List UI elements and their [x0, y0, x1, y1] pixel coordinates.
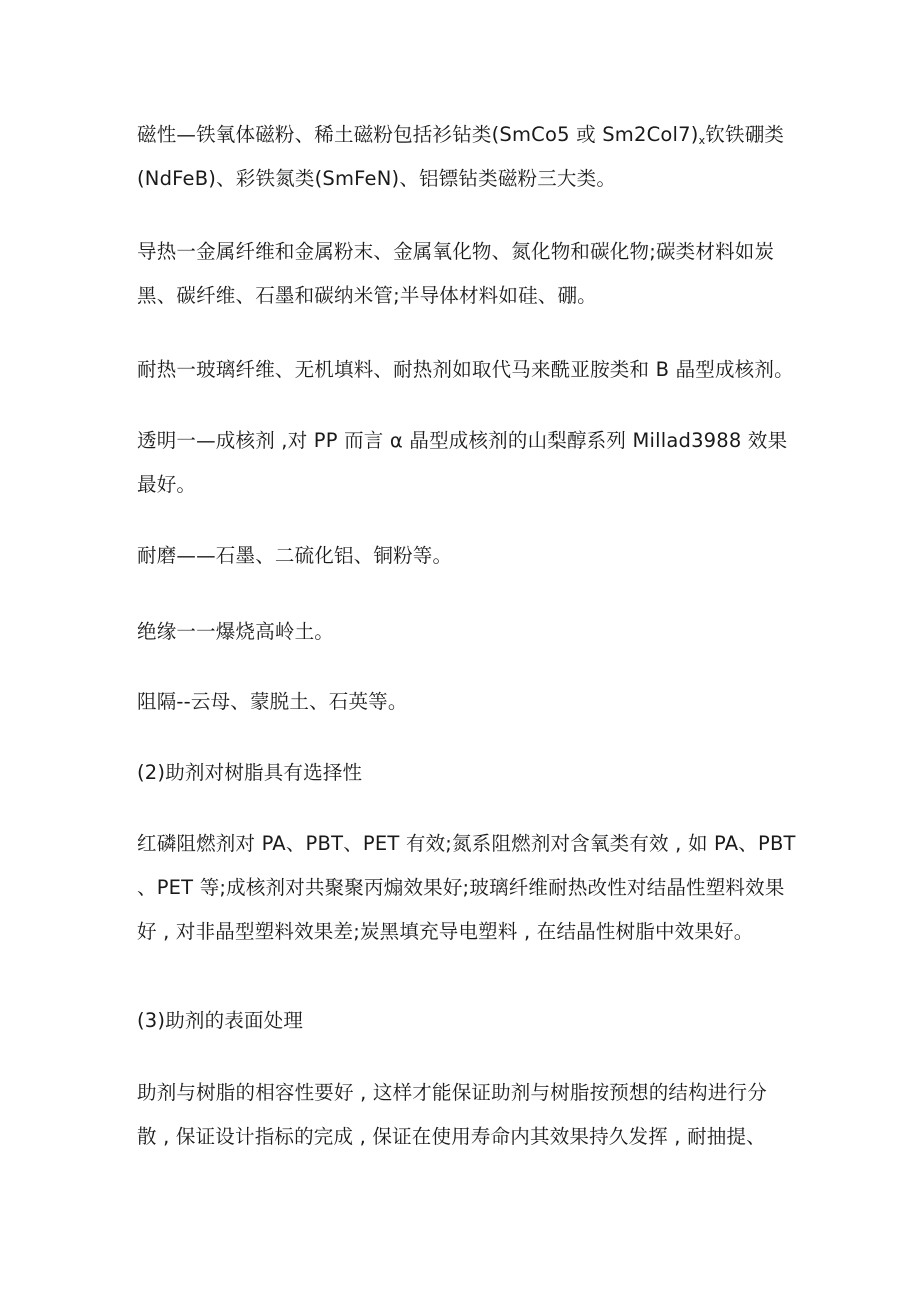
paragraph-insulation — [137, 610, 797, 654]
paragraph-thermal — [137, 230, 797, 318]
text-line: (2)助剂对树脂具有选择性 — [137, 761, 363, 784]
text-line: 阻隔--云母、蒙脱土、石英等。 — [137, 690, 408, 713]
text-line: 绝缘一一爆烧高岭土。 — [137, 620, 335, 643]
text-line: 红磷阻燃剂对 PA、PBT、PET 有效;氮系阻燃剂对含氧类有效 , 如 PA、PBT — [137, 832, 796, 855]
text-line: (NdFeB)、彩铁氮类(SmFeN)、铝镖钻类磁粉三大类。 — [137, 167, 617, 190]
paragraph-surface — [137, 1071, 797, 1159]
paragraph-heat-resistant — [137, 348, 797, 392]
text-line: 最好。 — [137, 473, 197, 496]
text-line: 耐热一玻璃纤维、无机填料、耐热剂如取代马来酰亚胺类和 B 晶型成核剂。 — [137, 358, 794, 381]
text-line: 助剂与树脂的相容性要好 , 这样才能保证助剂与树脂按预想的结构进行分 — [137, 1081, 767, 1104]
paragraph-wear — [137, 534, 797, 578]
section-heading-2 — [137, 751, 797, 795]
paragraph-magnetic — [137, 113, 797, 201]
text-line: 耐磨——石墨、二硫化铝、铜粉等。 — [137, 544, 453, 567]
paragraph-barrier — [137, 680, 797, 724]
paragraph-transparent — [137, 419, 797, 507]
text-line: 好 , 对非晶型塑料效果差;炭黑填充导电塑料 , 在结晶性树脂中效果好。 — [137, 920, 754, 943]
text-line: 透明一—成核剂 ,对 PP 而言 α 晶型成核剂的山梨醇系列 Millad3988 效果 — [137, 429, 788, 452]
paragraph-selectivity — [137, 822, 797, 954]
subscript-x: x — [698, 134, 706, 147]
text-line: 导热一金属纤维和金属粉末、金属氧化物、氮化物和碳化物;碳类材料如炭 — [137, 240, 775, 263]
section-heading-3 — [137, 999, 797, 1043]
text-line: 散 , 保证设计指标的完成 , 保证在使用寿命内其效果持久发挥 , 耐抽提、 — [137, 1125, 766, 1148]
text-line: 、PET 等;成核剂对共聚聚丙煽效果好;玻璃纤维耐热改性对结晶性塑料效果 — [137, 876, 785, 899]
text-line: 黑、碳纤维、石墨和碳纳米管;半导体材料如硅、硼。 — [137, 284, 597, 307]
text-line: (3)助剂的表面处理 — [137, 1009, 304, 1032]
text-line: 磁性—铁氧体磁粉、稀土磁粉包括衫钻类(SmCo5 或 $Sm2Col7)_x$钦铁硼类 — [137, 123, 785, 147]
